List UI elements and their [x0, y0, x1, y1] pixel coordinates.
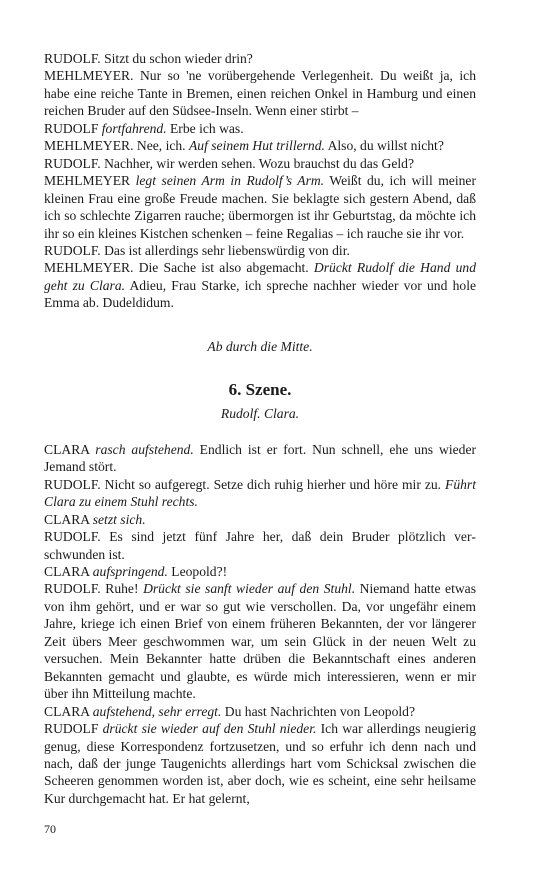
dialogue-text: Niemand hatte etwas von ihm gehört, und er war so gut wie verschollen. Da, vor ungefähr einem Jahre, kriege ich einen Brief von einem früheren Bekannten, der vor längerer Zeit übers Meer geschwommen war, um sein Glück in der neuen Welt zu versuchen. Mein Bekannter hatte drüben die Bekanntschaft eines anderen Bekannten gemacht und glaubte, es würde mich interessieren, wenn er mir über ihn Mitteilung machte. [44, 581, 476, 702]
dialogue-text: Ich war allerdings neugierig genug, diese Korrespondenz fortzusetzen, und so erfuhr ich denn nach und nach, daß der junge Taugenichts allerdings hart vom Schicksal zwischen die Scheeren genommen worden ist, aber doch, wie es scheint, eine sehr heilsame Kur durchgemacht hat. Er hat gelernt, [44, 721, 477, 806]
dialogue-text: MEHLMEYER [44, 173, 136, 189]
stage-direction: Ab durch die Mitte. [207, 338, 313, 354]
page-number: 70 [44, 822, 56, 836]
dialogue-text: Du hast Nachrichten von Leopold? [221, 703, 416, 719]
dialogue-text: RUDOLF. Sitzt du schon wieder drin? [44, 51, 253, 66]
stage-direction-inline: Auf seinem Hut trillernd. [188, 138, 325, 154]
dialogue-line [44, 580, 476, 702]
dialogue-line [44, 720, 476, 807]
dialogue-text: MEHLMEYER. Die Sache ist also abgemacht. [44, 260, 314, 276]
stage-direction-inline: Drückt Rudolf die Hand und geht zu Clara. [44, 260, 477, 293]
stage-direction-inline: setzt sich. [92, 511, 146, 527]
stage-direction-inline: Führt Clara zu einem Stuhl rechts. [44, 476, 476, 510]
dialogue-line [44, 703, 476, 720]
dialogue-line [44, 511, 476, 528]
dialogue-text: CLARA [44, 703, 93, 719]
dialogue-text: Leopold?! [167, 563, 228, 579]
dialogue-line [44, 50, 476, 67]
dialogue-text: MEHLMEYER. Nur so 'ne vorübergehende Verlegenheit. Du weißt ja, ich habe eine reiche Tante in Bremen, einen reichen Onkel in Hamburg und einen reichen Bruder auf den Südsee-Inseln. Wenn einer stirbt – [44, 68, 476, 119]
stage-direction-inline: aufstehend, sehr erregt. [92, 703, 222, 719]
dialogue-text: CLARA [44, 511, 93, 527]
dialogue-line [44, 441, 476, 476]
stage-direction-inline: fortfahrend. [101, 120, 167, 136]
dialogue-line [44, 476, 476, 511]
scene-heading: 6. Szene. [228, 379, 292, 399]
stage-direction-inline: legt seinen Arm in Rudolf’s Arm. [135, 173, 325, 189]
dialogue-line [44, 242, 476, 259]
dialogue-block-1 [44, 50, 476, 312]
stage-direction-inline: aufspringend. [92, 563, 168, 579]
dialogue-text: MEHLMEYER. Nee, ich. [44, 138, 189, 154]
dialogue-block-2 [44, 441, 476, 808]
dialogue-text: RUDOLF [44, 721, 103, 737]
dialogue-text: RUDOLF. Es sind jetzt fünf Jahre her, daß dein Bruder plötzlich verschwunden ist. [44, 529, 476, 562]
stage-direction-inline: Drückt sie sanft wieder auf den Stuhl. [143, 581, 356, 597]
dialogue-text: RUDOLF. Das ist allerdings sehr liebenswürdig von dir. [44, 242, 350, 258]
dialogue-line [44, 120, 476, 137]
dialogue-text: Endlich ist er fort. Nun schnell, ehe uns wieder Jemand stört. [44, 441, 476, 475]
dialogue-text: CLARA [44, 441, 96, 457]
dialogue-text: Also, du willst nicht? [324, 138, 444, 154]
scene-persons: Rudolf. Clara. [220, 405, 300, 421]
dialogue-line [44, 172, 476, 242]
dialogue-line [44, 137, 476, 154]
dialogue-text: RUDOLF. Ruhe! [44, 581, 144, 597]
dialogue-line [44, 67, 476, 119]
dialogue-text: RUDOLF [44, 120, 102, 136]
book-page [44, 50, 476, 807]
dialogue-text: RUDOLF. Nachher, wir werden sehen. Wozu brauchst du das Geld? [44, 155, 414, 171]
dialogue-text: RUDOLF. Nicht so aufgeregt. Setze dich ruhig hierher und höre mir zu. [44, 476, 446, 492]
dialogue-text: CLARA [44, 563, 93, 579]
dialogue-line [44, 528, 476, 563]
dialogue-text: Weißt du, ich will meiner kleinen Frau eine große Freude machen. Sie beklagte sich gestern Abend, daß ich so schlechte Zigarren rauche; übermorgen ist ihr Geburtstag, da möchte ich ihr so ein kleines Kistchen schenken – feine Regalias – ich rauche sie ihr vor. [44, 173, 476, 241]
dialogue-line [44, 563, 476, 580]
dialogue-line [44, 155, 476, 172]
stage-direction-inline: rasch aufstehend. [95, 441, 194, 457]
dialogue-text: Adieu, Frau Starke, ich spreche nachher wieder vor und hole Emma ab. Dudeldidum. [44, 277, 476, 311]
dialogue-line [44, 259, 476, 311]
stage-direction-inline: drückt sie wieder auf den Stuhl nieder. [102, 721, 317, 737]
dialogue-text: Erbe ich was. [166, 120, 244, 136]
